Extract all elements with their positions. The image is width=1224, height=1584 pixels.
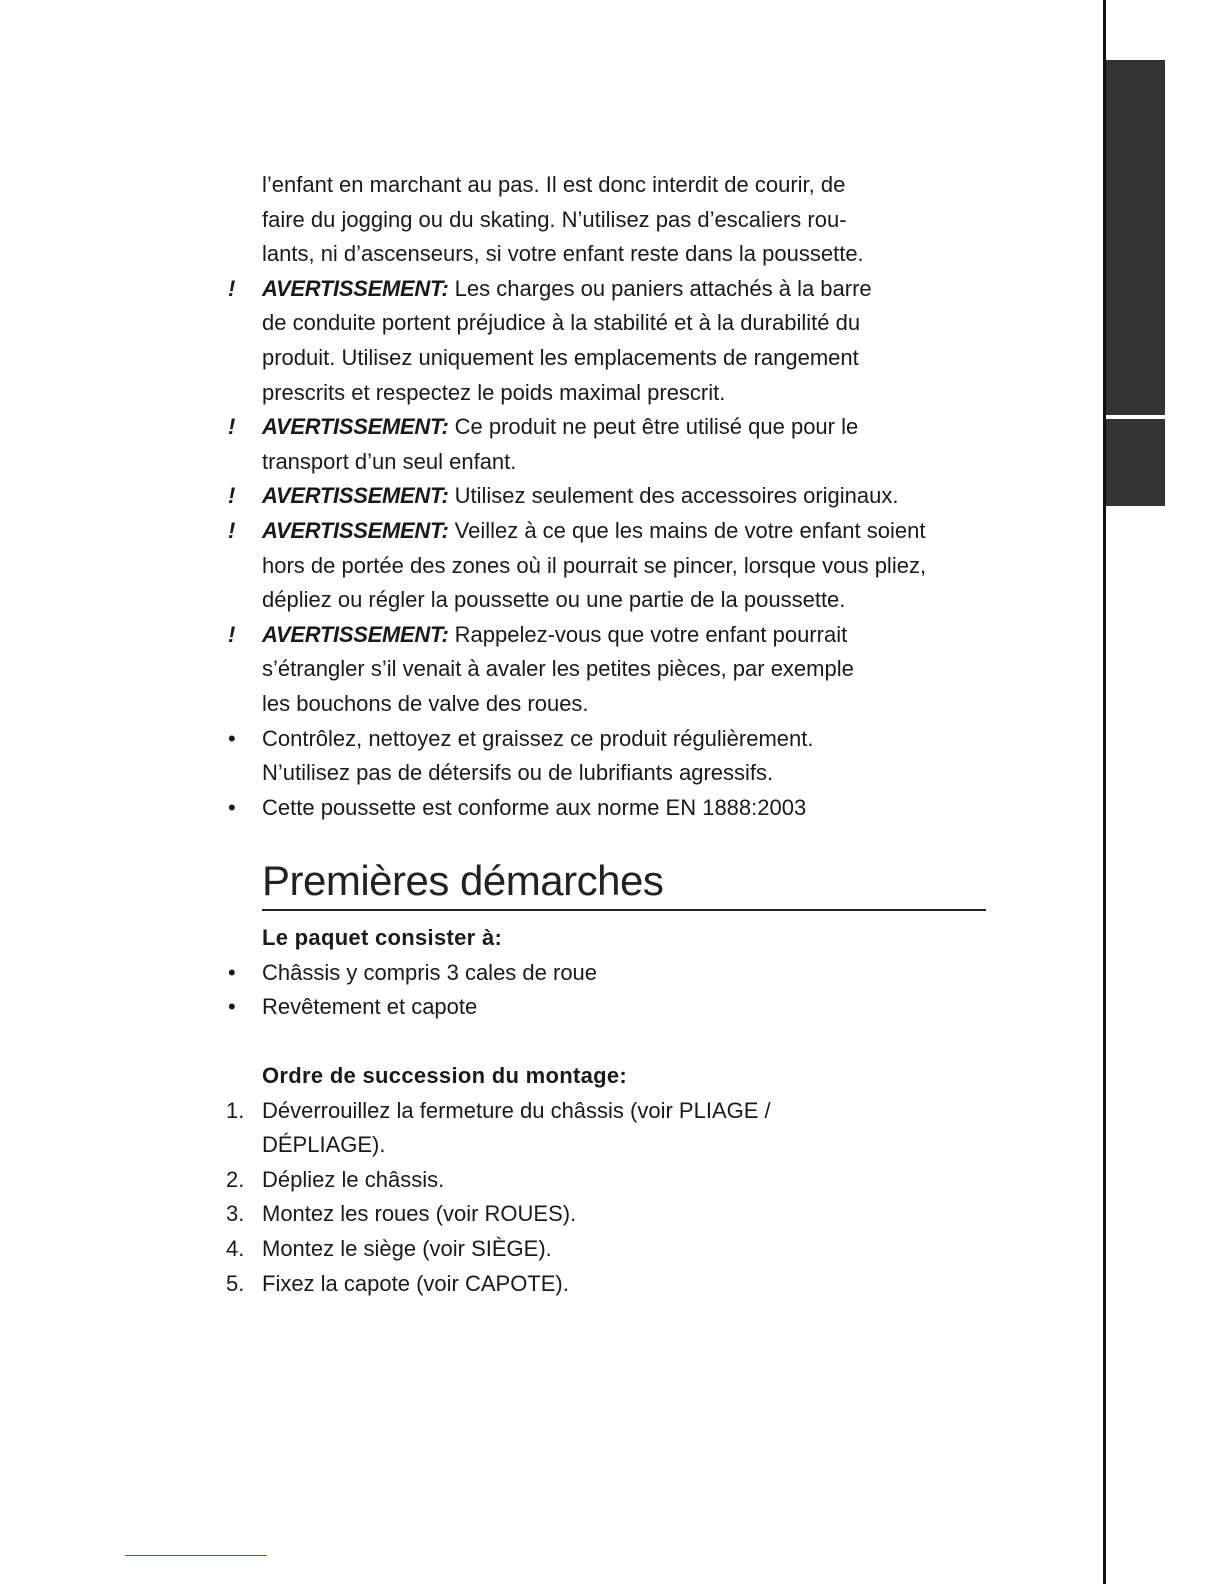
text-line: prescrits et respectez le poids maximal prescrit. [262, 379, 726, 405]
bullet-item [226, 722, 996, 791]
warning-item [226, 479, 996, 514]
warning-label: AVERTISSEMENT: [262, 275, 449, 301]
text-line: Utilisez seulement des accessoires originaux. [454, 483, 899, 509]
step-number: 1. [226, 1097, 245, 1123]
assembly-step [226, 1197, 996, 1232]
text-line: les bouchons de valve des roues. [262, 690, 589, 716]
assembly-step [226, 1163, 996, 1198]
intro-paragraph [226, 168, 996, 272]
text-line: Ce produit ne peut être utilisé que pour le [454, 414, 859, 440]
package-item [226, 990, 996, 1025]
bullet-item [226, 791, 996, 826]
warning-label: AVERTISSEMENT: [262, 414, 449, 440]
text-line: Châssis y compris 3 cales de roue [262, 959, 598, 985]
warning-marker: ! [228, 483, 236, 509]
section-heading-rule [262, 853, 986, 911]
chapter-tab [1106, 419, 1165, 506]
assembly-heading: Ordre de succession du montage: [262, 1063, 628, 1089]
package-item [226, 956, 996, 991]
text-line: transport d’un seul enfant. [262, 448, 517, 474]
text-line: produit. Utilisez uniquement les emplacements de rangement [262, 344, 859, 370]
text-line: DÉPLIAGE). [262, 1132, 386, 1158]
step-number: 3. [226, 1201, 245, 1227]
warning-label: AVERTISSEMENT: [262, 483, 449, 509]
bullet-marker: • [228, 994, 236, 1020]
text-line: faire du jogging ou du skating. N’utilisez pas d’escaliers rou- [262, 206, 847, 232]
text-line: l’enfant en marchant au pas. Il est donc interdit de courir, de [262, 172, 846, 197]
bullet-marker: • [228, 794, 236, 820]
warning-marker: ! [228, 621, 236, 647]
text-line: s’étrangler s’il venait à avaler les petites pièces, par exemple [262, 656, 854, 682]
assembly-step [226, 1267, 996, 1302]
bullet-marker: • [228, 959, 236, 985]
text-line: Rappelez-vous que votre enfant pourrait [454, 621, 848, 647]
text-line: Veillez à ce que les mains de votre enfant soient [454, 517, 926, 543]
warning-marker: ! [228, 517, 236, 543]
warning-marker: ! [228, 275, 236, 301]
section-title: Premières démarches [262, 857, 664, 905]
text-line: N’utilisez pas de détersifs ou de lubrifiants agressifs. [262, 760, 774, 786]
package-heading: Le paquet consister à: [262, 925, 503, 951]
warning-item [226, 410, 996, 479]
text-line: Contrôlez, nettoyez et graissez ce produit régulièrement. [262, 725, 814, 751]
warning-label: AVERTISSEMENT: [262, 621, 449, 647]
text-line: Les charges ou paniers attachés à la barre [454, 275, 872, 301]
text-line: Montez le siège (voir SIÈGE). [262, 1236, 552, 1262]
text-line: Revêtement et capote [262, 994, 478, 1020]
step-number: 5. [226, 1270, 245, 1296]
warning-item [226, 514, 996, 618]
text-line: Fixez la capote (voir CAPOTE). [262, 1270, 569, 1296]
text-line: de conduite portent préjudice à la stabilité et à la durabilité du [262, 310, 861, 336]
text-line: dépliez ou régler la poussette ou une partie de la poussette. [262, 587, 846, 613]
warning-marker: ! [228, 414, 236, 440]
assembly-step [226, 1232, 996, 1267]
page-content [226, 168, 996, 1301]
step-number: 4. [226, 1236, 245, 1262]
text-line: Déverrouillez la fermeture du châssis (voir PLIAGE / [262, 1097, 771, 1123]
text-line: Montez les roues (voir ROUES). [262, 1201, 577, 1227]
footer-rule [125, 1555, 267, 1556]
text-line: Dépliez le châssis. [262, 1166, 445, 1192]
assembly-step [226, 1094, 996, 1163]
bullet-marker: • [228, 725, 236, 751]
warning-item [226, 272, 996, 410]
step-number: 2. [226, 1166, 245, 1192]
text-line: hors de portée des zones où il pourrait se pincer, lorsque vous pliez, [262, 552, 927, 578]
text-line: lants, ni d’ascenseurs, si votre enfant reste dans la poussette. [262, 241, 864, 267]
chapter-tab-active [1106, 60, 1165, 415]
text-line: Cette poussette est conforme aux norme EN 1888:2003 [262, 794, 807, 820]
warning-item [226, 618, 996, 722]
warning-label: AVERTISSEMENT: [262, 517, 449, 543]
